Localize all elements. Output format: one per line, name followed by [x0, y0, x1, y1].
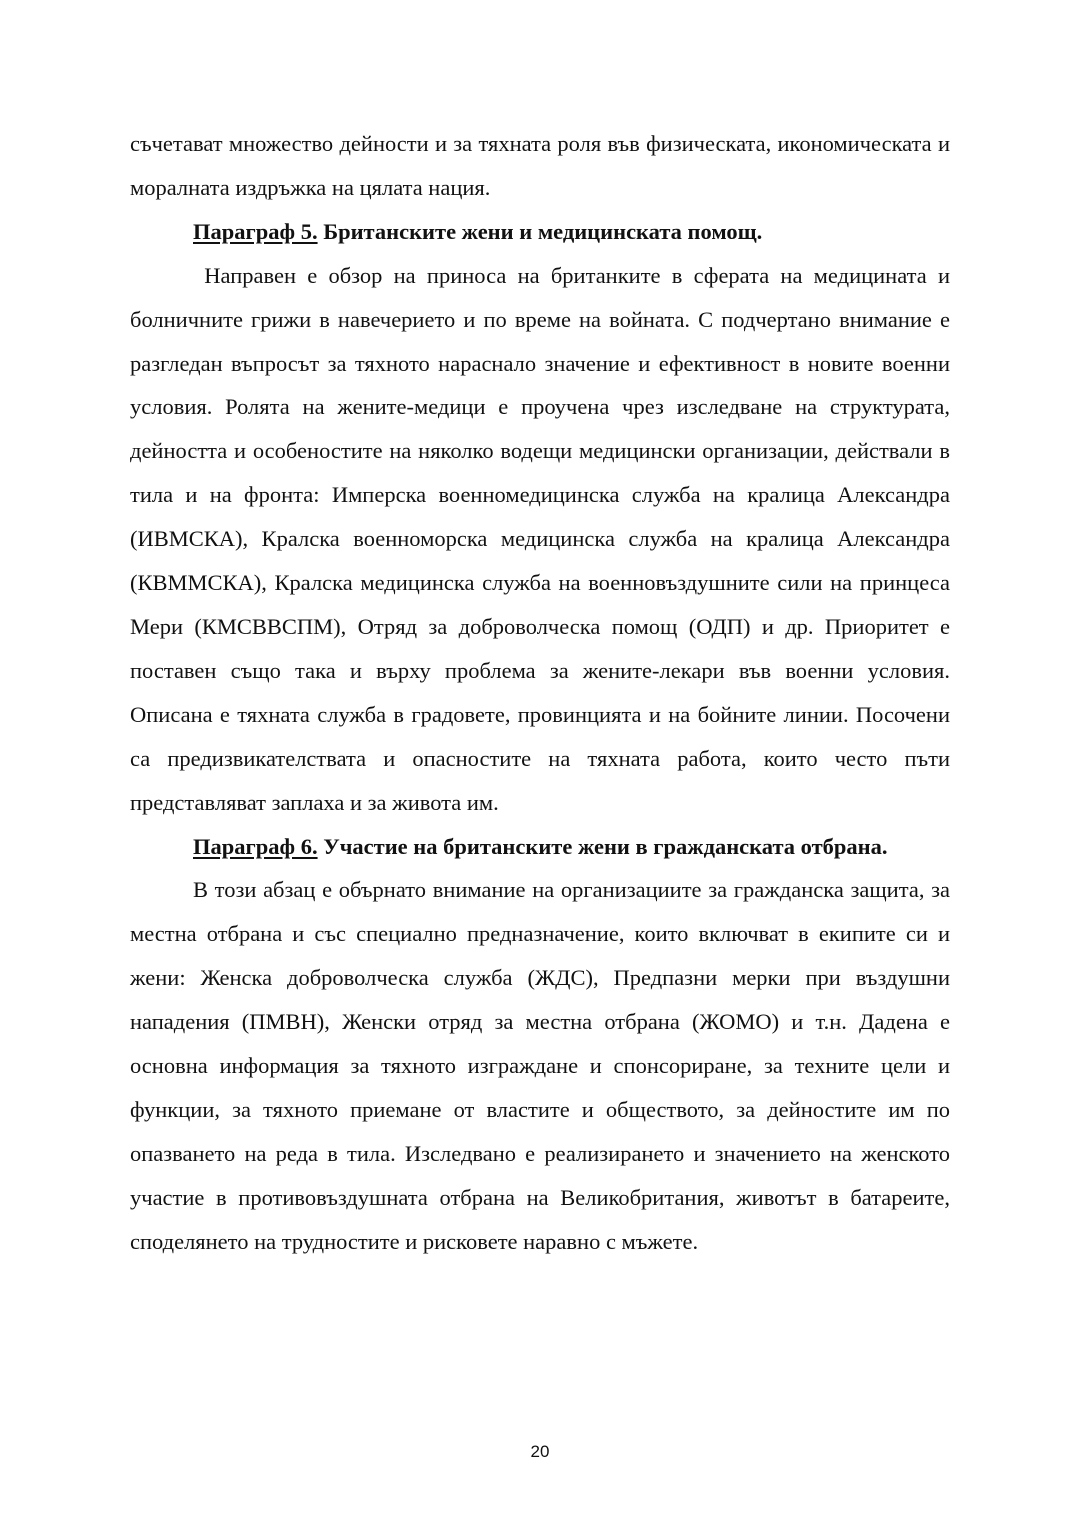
page-body — [130, 122, 950, 1264]
section-5-title: Британските жени и медицинската помощ. — [323, 218, 763, 244]
section-5-body: Направен е обзор на приноса на британките в сферата на медицината и болничните грижи в навечерието и по време на войната. С подчертано внимание е разгледан въпросът за тяхното нараснало значение и ефективност в новите военни условия. Ролята на жените-медици е проучена чрез изследване на структурата, дейността и особеностите на няколко водещи медицински организации, действали в тила и на фронта: Имперска военномедицинска служба на кралица Александра (ИВМСКА), Кралска военноморска медицинска служба на кралица Александра (КВММСКА), Кралска медицинска служба на военновъздушните сили на принцеса Мери (КМСВВСПМ), Отряд за доброволческа помощ (ОДП) и др. Приоритет е поставен също така и върху проблема за жените-лекари във военни условия. Описана е тяхната служба в градовете, провинцията и на бойните линии. Посочени са предизвикателствата и опасностите на тяхната работа, които често пъти представляват заплаха и за живота им. — [130, 262, 951, 815]
continuation-paragraph: съчетават множество дейности и за тяхната роля във физическата, икономическата и моралната издръжка на цялата нация. — [130, 131, 950, 200]
section-6-label: Параграф 6. — [193, 833, 318, 859]
section-6-title: Участие на британските жени в гражданската отбрана. — [323, 833, 888, 859]
page-number: 20 — [530, 1442, 550, 1461]
leading-space — [193, 263, 204, 288]
section-6-heading — [130, 825, 950, 869]
section-5-label: Параграф 5. — [193, 218, 318, 244]
section-5-heading — [130, 210, 950, 254]
section-6-paragraph: В този абзац е обърнато внимание на организациите за гражданска защита, за местна отбрана и със специално предназначение, които включват в екипите си и жени: Женска доброволческа служба (ЖДС), Предпазни мерки при въздушни нападения (ПМВН), Женски отряд за местна отбрана (ЖОМО) и т.н. Дадена е основна информация за тяхното изграждане и спонсориране, за техните цели и функции, за тяхното приемане от властите и обществото, за дейностите им по опазването на реда в тила. Изследвано е реализирането и значението на женското участие в противовъздушната отбрана на Великобритания, животът в батареите, споделянето на трудностите и рисковете наравно с мъжете. — [130, 877, 950, 1254]
section-5-paragraph — [130, 254, 950, 825]
